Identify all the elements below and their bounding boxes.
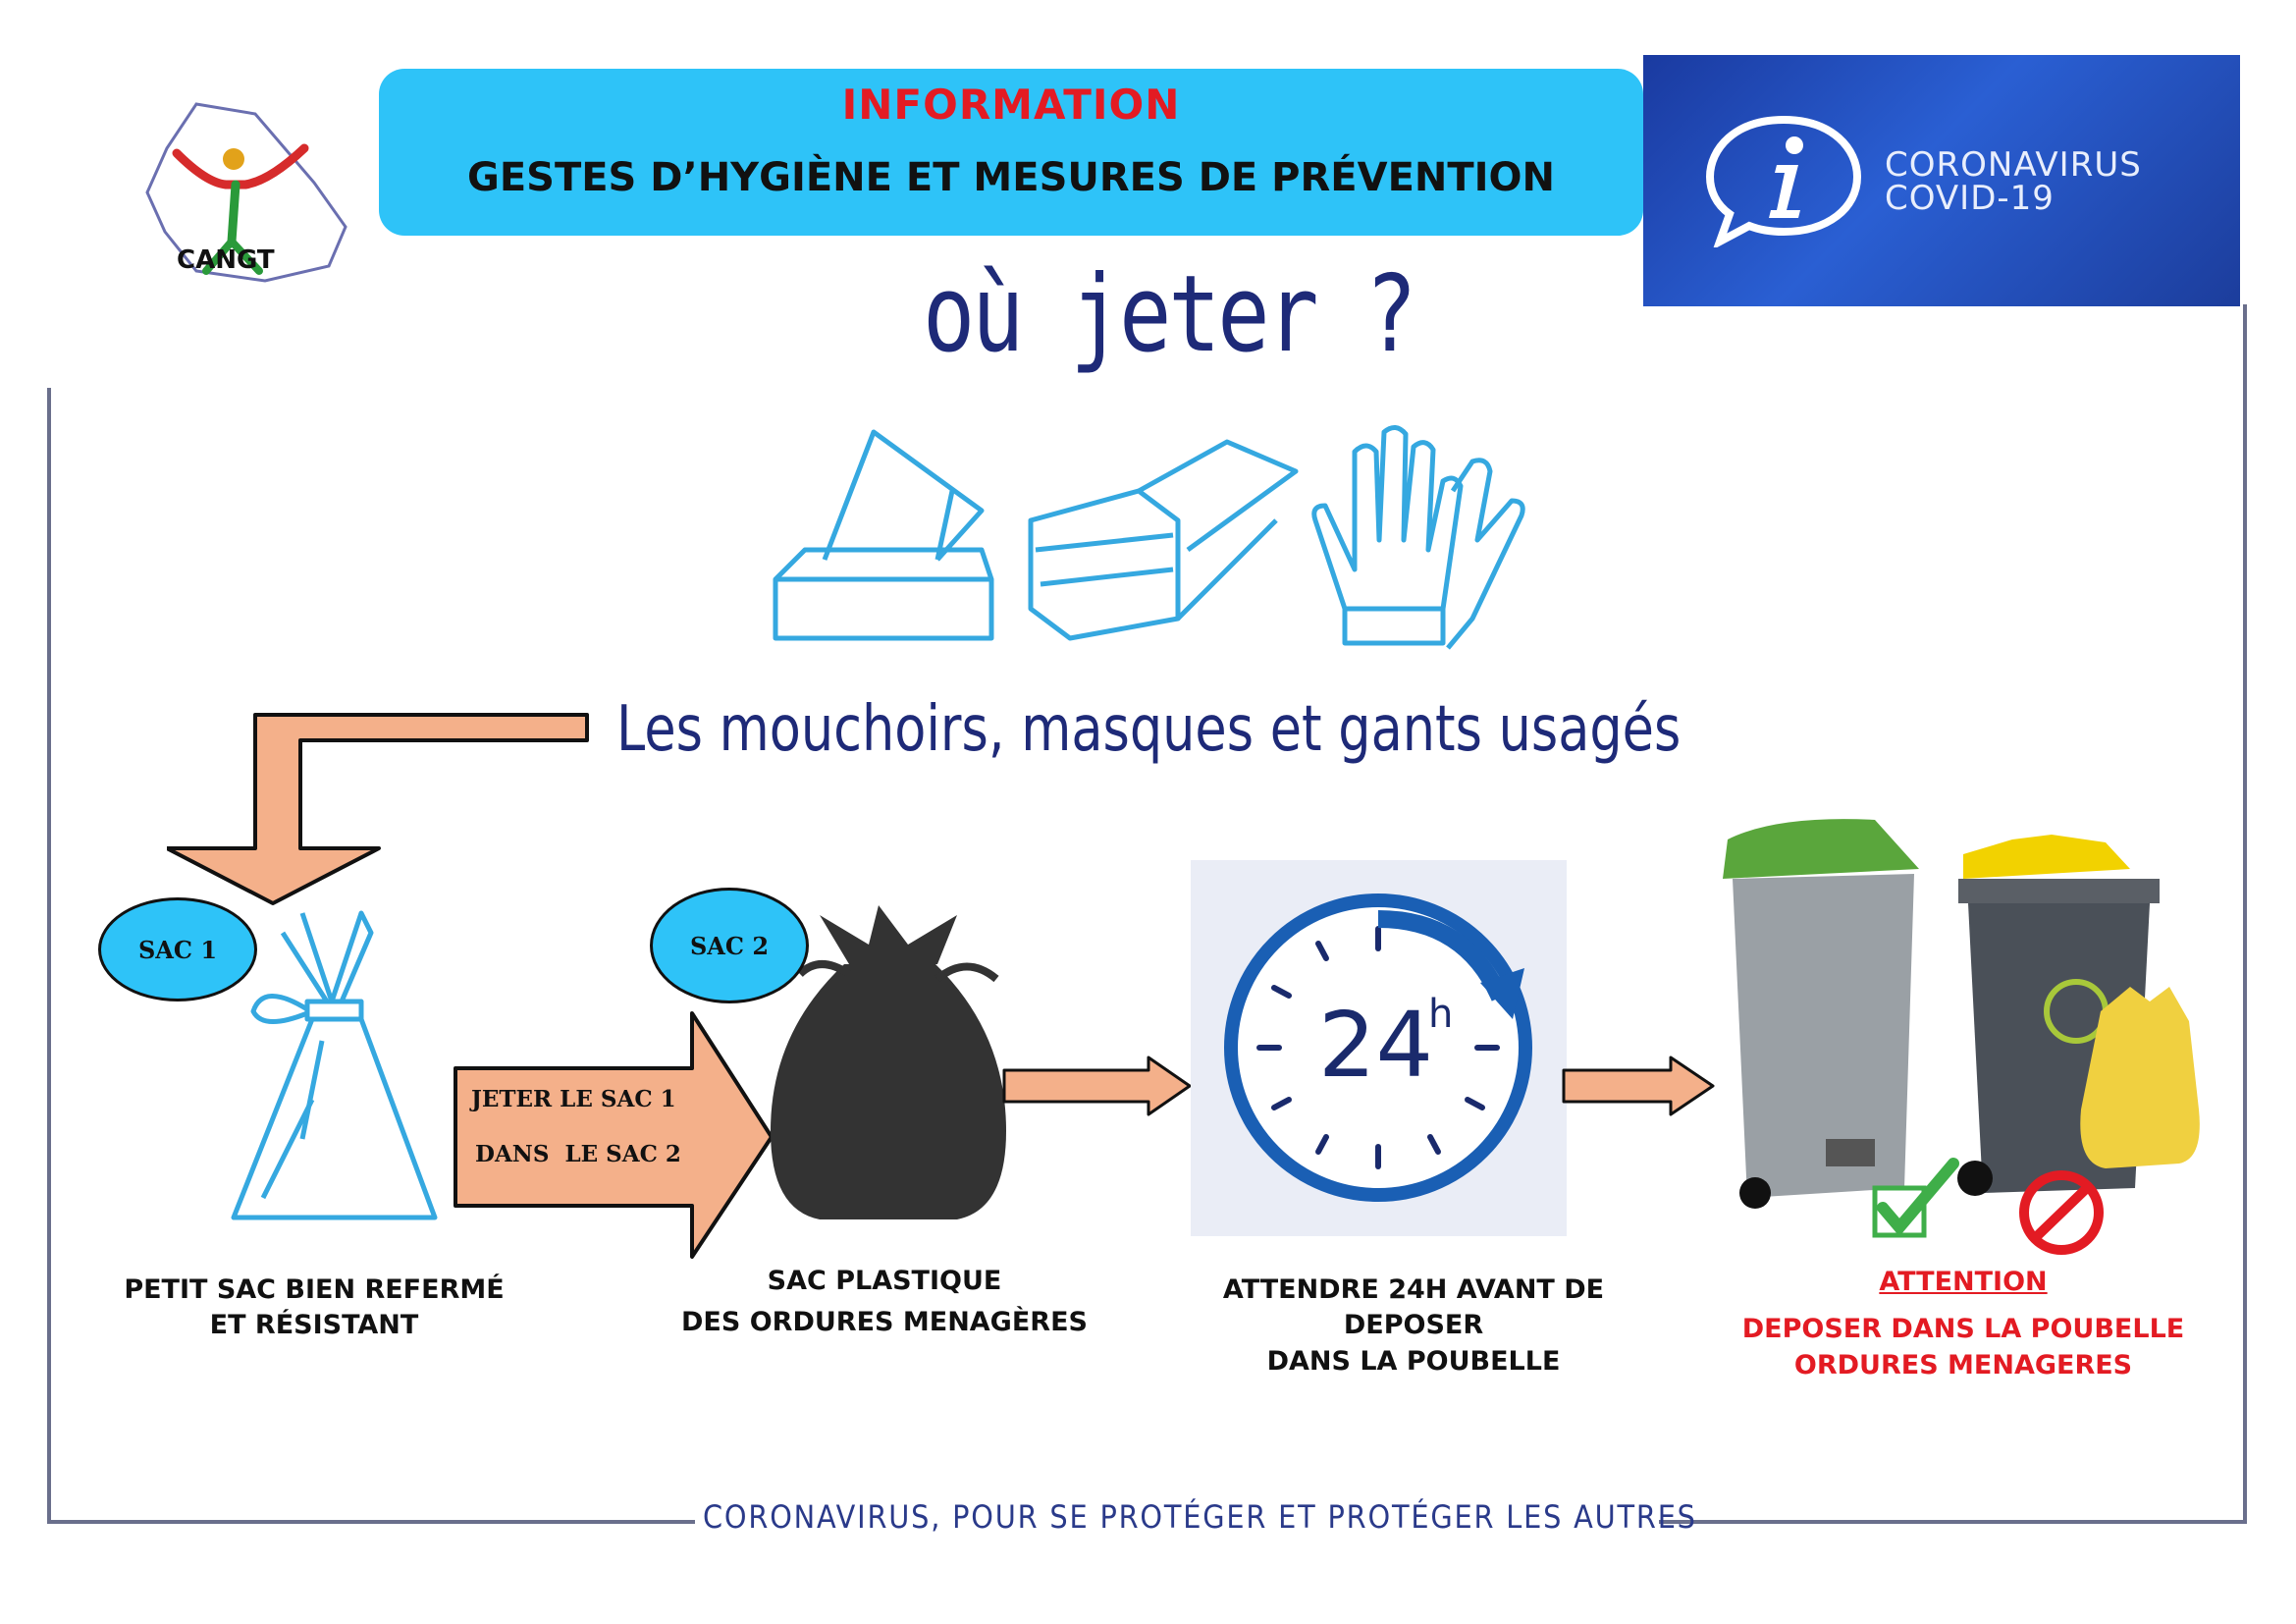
frame-left-border [47,388,51,1522]
step4-caption-line1: DEPOSER DANS LA POUBELLE [1741,1314,2185,1345]
gloves-icon [1314,427,1523,648]
frame-bottom-border-left [47,1520,695,1524]
arrow-right-2-icon [1001,1055,1194,1117]
frame-right-border [2243,304,2247,1522]
covid-line1: CORONAVIRUS [1885,145,2142,185]
step3-caption [1168,1272,1659,1380]
tissue-box-icon [775,432,991,638]
sac2-badge: SAC 2 [650,888,809,1003]
clock-h-text: h [1428,992,1454,1037]
l-arrow-down-icon [167,711,599,913]
items-caption: Les mouchoirs, masques et gants usagés [616,693,1682,766]
main-question: où jeter ? [923,253,1415,376]
covid-line2: COVID-19 [1885,179,2055,218]
step2-caption-line2: DES ORDURES MENAGÈRES [681,1306,1088,1337]
banner-subtitle: GESTES D’HYGIÈNE ET MESURES DE PRÉVENTION [466,155,1556,200]
step2-caption-line1: SAC PLASTIQUE [767,1266,1002,1296]
logo-text: CANGT [177,245,275,275]
step4-caption [1728,1265,2199,1383]
step1-caption-line1: PETIT SAC BIEN REFERMÉ [124,1274,505,1305]
step1-caption-line2: ET RÉSISTANT [209,1310,419,1341]
step3-caption-line1: ATTENDRE 24H AVANT DE DEPOSER [1222,1274,1605,1341]
sac1-badge: SAC 1 [98,897,257,1001]
step4-attention: ATTENTION [1879,1267,2048,1297]
clock-24-text: 24 [1318,993,1434,1098]
frame-bottom-border-right [1659,1520,2247,1524]
step3-caption-line2: DANS LA POUBELLE [1266,1345,1561,1377]
waste-bins-illustration [1718,815,2228,1257]
face-mask-icon [1031,442,1296,638]
arrow-right-3-icon [1561,1055,1718,1117]
step1-caption [118,1272,510,1344]
info-bubble-icon [1700,110,1867,247]
clock-24h-icon [1220,890,1537,1207]
arrow-text-line2: DANS LE SAC 2 [475,1141,681,1167]
footer-slogan: CORONAVIRUS, POUR SE PROTÉGER ET PROTÉGER LES AUTRES [703,1498,1697,1536]
small-bag-icon [224,903,450,1227]
green-lid-bin-icon [1723,819,1919,1209]
cangt-logo-icon [137,94,363,310]
big-arrow-right-icon [452,1009,775,1261]
items-illustration [766,412,1531,658]
step2-caption [664,1261,1105,1343]
arrow-text-line1: JETER LE SAC 1 [471,1086,676,1112]
banner-title: INFORMATION [841,81,1181,129]
step4-caption-line2: ORDURES MENAGERES [1793,1349,2133,1380]
